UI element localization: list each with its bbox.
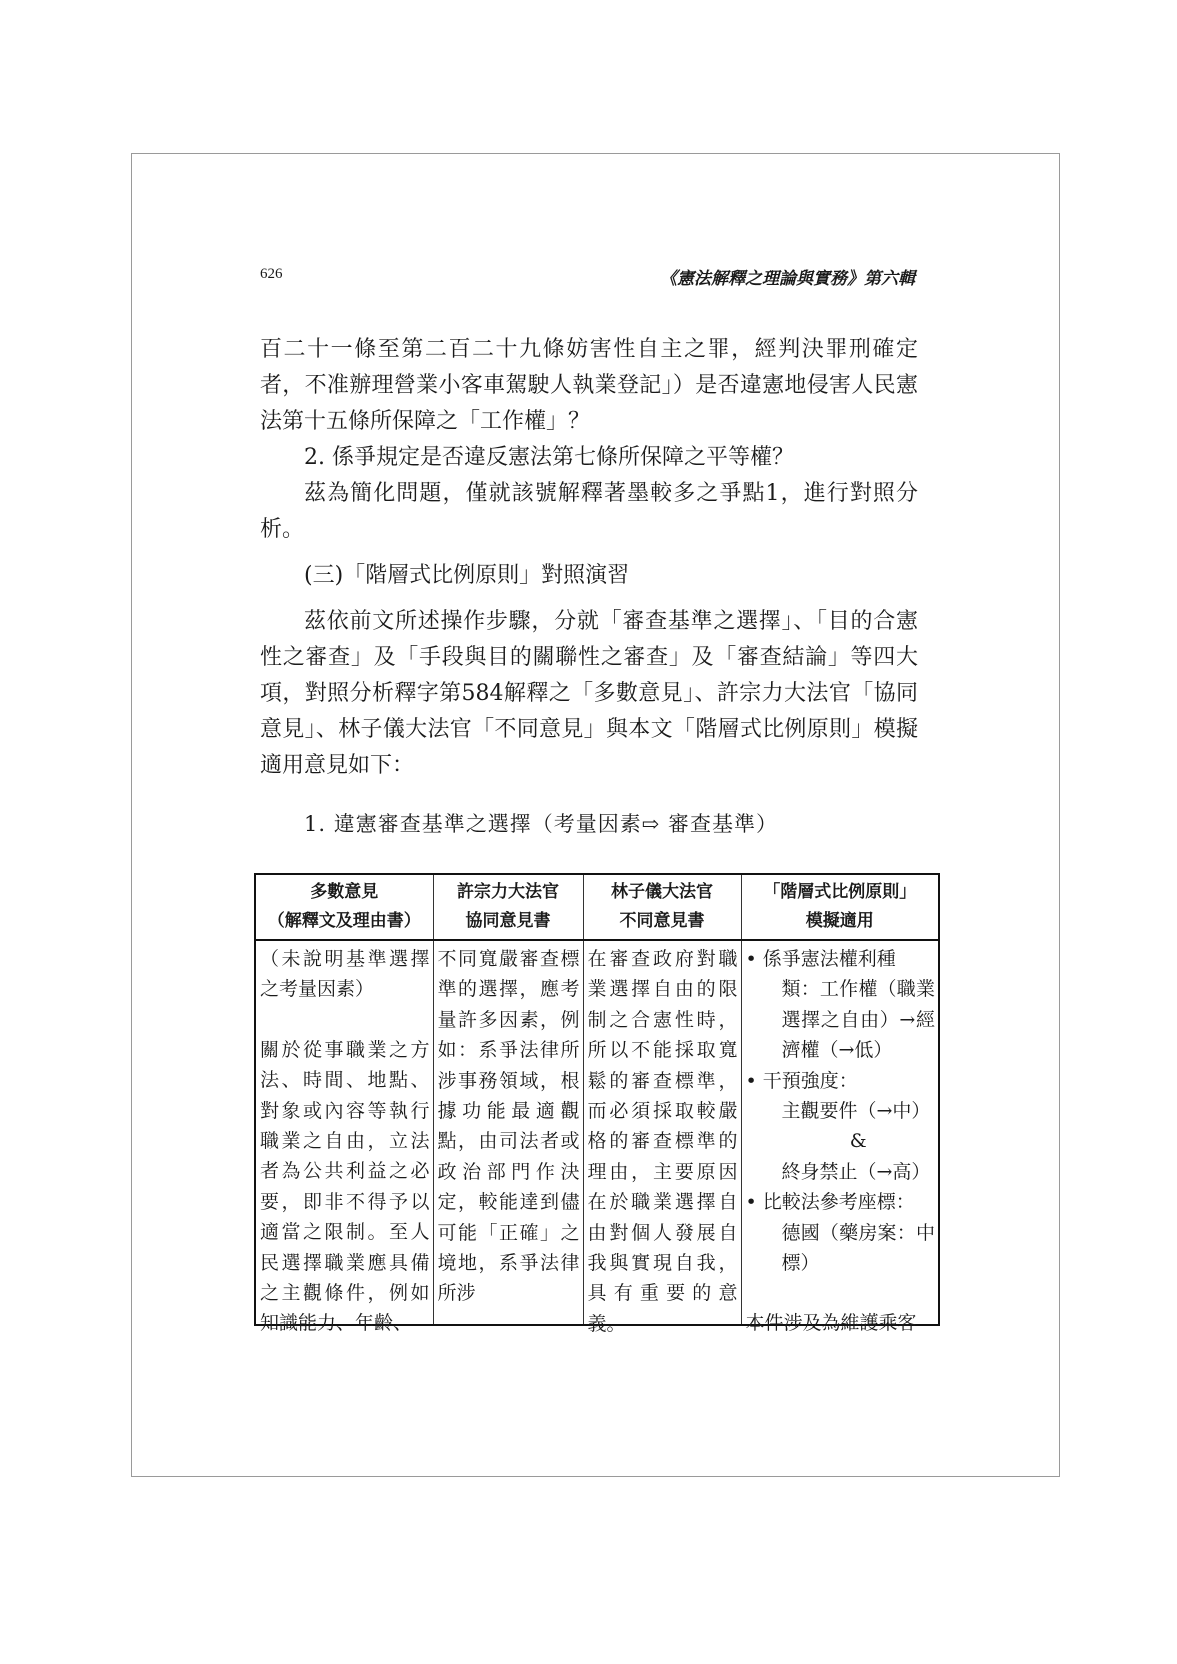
list-item-text: 係爭憲法權利種 <box>762 948 896 970</box>
running-title: 《憲法解釋之理論與實務》第六輯 <box>660 269 915 289</box>
list-item-text: 主觀要件（→中） <box>781 1100 931 1123</box>
paragraph: 茲為簡化問題，僅就該號解釋著墨較多之爭點1，進行對照分析。 <box>260 481 918 542</box>
header-line: 不同意見書 <box>619 911 705 931</box>
header-line: （解釋文及理由書） <box>267 911 421 931</box>
cell-text: 不同寬嚴審查標準的選擇，應考量許多因素，例如：系爭法律所涉事務領域，根據功能最適觀點，由司法者或政治部門作決定，較能達到儘可能「正確」之境地，系爭法律所涉 <box>437 948 580 1305</box>
bullet-list <box>746 944 936 1278</box>
list-item-text: & <box>849 1130 867 1153</box>
header-line: 許宗力大法官 <box>457 882 559 902</box>
comparison-table <box>254 873 940 1335</box>
majority-opinion-cell <box>255 940 433 1335</box>
header-line: 模擬適用 <box>805 911 874 931</box>
cell-text: 在審查政府對職業選擇自由的限制之合憲性時，所以不能採取寬鬆的審查標準，而必須採取較嚴格的審查標準的理由，主要原因在於職業選擇自由對個人發展自我與實現自我，具有重要的意義。 <box>587 948 738 1335</box>
body-text <box>260 332 918 784</box>
list-item-text: 終身禁止（→高） <box>781 1160 931 1183</box>
column-header <box>741 874 939 940</box>
header-line: 多數意見 <box>310 882 379 902</box>
simulation-cell <box>741 940 939 1335</box>
table-subheading: 1. 違憲審查基準之選擇（考量因素⇨ 審查基準） <box>304 812 778 836</box>
column-header <box>255 874 433 940</box>
list-item-text: 德國（藥房案：中標） <box>781 1221 935 1275</box>
section-heading: (三)「階層式比例原則」對照演習 <box>304 563 630 588</box>
cell-text: 關於從事職業之方法、時間、地點、對象或內容等執行職業之自由，立法者為公共利益之必要，即非不得予以適當之限制。至人民選擇職業應具備之主觀條件，例如知識能力、年齡、 <box>260 1038 430 1335</box>
paragraph: 百二十一條至第二百二十九條妨害性自主之罪，經判決罪刑確定者，不准辦理營業小客車駕駛人執業登記」）是否違憲地侵害人民憲法第十五條所保障之「工作權」？ <box>260 337 918 434</box>
list-item-text: 類：工作權（職業選擇之自由）→經濟權（→低） <box>781 978 935 1062</box>
paragraph: 茲依前文所述操作步驟，分就「審查基準之選擇」、「目的合憲性之審查」及「手段與目的關聯性之審查」及「審查結論」等四大項，對照分析釋字第584解釋之「多數意見」、許宗力大法官「協同意見」、林子儀大法官「不同意見」與本文「階層式比例原則」模擬適用意見如下： <box>260 609 918 778</box>
cell-text: 本件涉及為維護乘客 <box>745 1312 917 1335</box>
cell-text: （未說明基準選擇之考量因素） <box>260 948 430 1001</box>
header-line: 「階層式比例原則」 <box>763 882 917 902</box>
list-item: • 係爭憲法權利種 類：工作權（職業選擇之自由）→經濟權（→低） <box>746 944 936 1066</box>
header-line: 協同意見書 <box>465 911 551 931</box>
table-row <box>255 940 939 1325</box>
table-header-row <box>255 874 939 940</box>
dissenting-opinion-cell <box>583 940 741 1335</box>
column-header <box>433 874 583 940</box>
page-number: 626 <box>260 266 283 282</box>
list-item-text: 干預強度： <box>762 1069 858 1092</box>
page-header <box>260 264 915 288</box>
paragraph: 2. 係爭規定是否違反憲法第七條所保障之平等權？ <box>304 445 794 470</box>
column-header <box>583 874 741 940</box>
list-item: • 比較法參考座標： 德國（藥房案：中標） <box>746 1187 936 1278</box>
list-item: • 干預強度： 主觀要件（→中） & 終身禁止（→高） <box>746 1066 936 1188</box>
header-line: 林子儀大法官 <box>611 882 713 902</box>
concurring-opinion-cell <box>433 940 583 1325</box>
list-item-text: 比較法參考座標： <box>762 1191 915 1214</box>
